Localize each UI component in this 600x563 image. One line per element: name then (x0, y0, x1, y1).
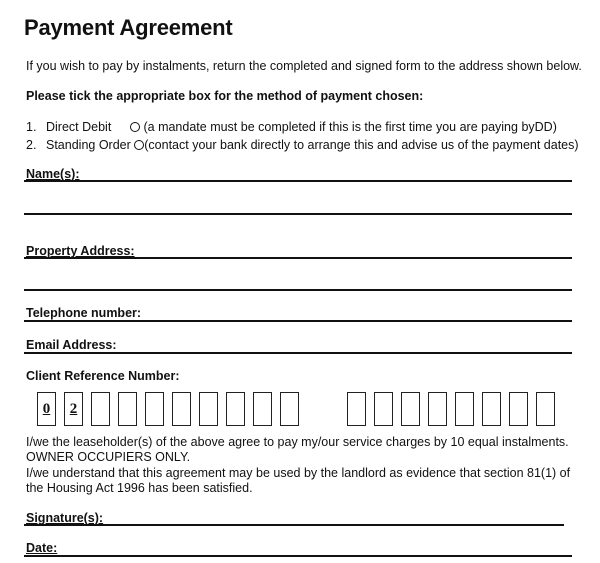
reference-digit-box[interactable] (428, 392, 447, 426)
telephone-label: Telephone number: (26, 306, 142, 320)
date-label: Date: (26, 541, 58, 555)
option-label: Direct Debit (46, 120, 112, 134)
reference-digit-box[interactable] (253, 392, 272, 426)
email-field[interactable] (24, 352, 572, 354)
property-address-field[interactable] (24, 257, 572, 259)
property-address-label: Property Address: (26, 244, 135, 258)
names-field-line-2[interactable] (24, 213, 572, 215)
option-number: 2. (26, 138, 37, 152)
option-number: 1. (26, 120, 37, 134)
reference-digit-box[interactable] (280, 392, 299, 426)
reference-digit-box[interactable] (226, 392, 245, 426)
option-note: (a mandate must be completed if this is the first time you are paying byDD) (143, 120, 557, 134)
client-reference-label: Client Reference Number: (26, 369, 180, 383)
option-label: Standing Order (46, 138, 131, 152)
intro-text: If you wish to pay by instalments, return the completed and signed form to the address shown below. (26, 59, 582, 73)
reference-digit-box[interactable] (118, 392, 137, 426)
payment-option-direct-debit (26, 120, 557, 134)
signature-label: Signature(s): (26, 511, 104, 525)
agreement-line: I/we the leaseholder(s) of the above agree to pay my/our service charges by 10 equal instalments. (26, 435, 569, 449)
tick-instruction: Please tick the appropriate box for the method of payment chosen: (26, 89, 424, 103)
reference-digit-box[interactable]: 0 (37, 392, 56, 426)
telephone-field[interactable] (24, 320, 572, 322)
reference-digit-box[interactable] (401, 392, 420, 426)
page-title: Payment Agreement (24, 15, 233, 40)
names-label: Name(s): (26, 167, 80, 181)
date-field[interactable] (24, 555, 572, 557)
payment-option-standing-order (26, 138, 579, 152)
reference-digit-box[interactable] (172, 392, 191, 426)
names-field[interactable] (24, 180, 572, 182)
agreement-line: I/we understand that this agreement may be used by the landlord as evidence that section 81(1) of (26, 466, 571, 480)
reference-digit-box[interactable] (509, 392, 528, 426)
direct-debit-radio[interactable] (130, 122, 140, 132)
reference-digit-box[interactable] (482, 392, 501, 426)
reference-digit-box[interactable] (145, 392, 164, 426)
agreement-line: OWNER OCCUPIERS ONLY. (26, 450, 191, 464)
agreement-line: the Housing Act 1996 has been satisfied. (26, 481, 253, 495)
email-label: Email Address: (26, 338, 117, 352)
reference-digit-box[interactable] (374, 392, 393, 426)
reference-digit-box[interactable] (91, 392, 110, 426)
standing-order-radio[interactable] (134, 140, 144, 150)
reference-digit-box[interactable] (199, 392, 218, 426)
reference-digit-box[interactable] (455, 392, 474, 426)
option-note: (contact your bank directly to arrange this and advise us of the payment dates) (144, 138, 579, 152)
reference-digit-box[interactable] (347, 392, 366, 426)
property-address-field-line-2[interactable] (24, 289, 572, 291)
reference-digit-box[interactable] (536, 392, 555, 426)
reference-digit-box[interactable]: 2 (64, 392, 83, 426)
signature-field[interactable] (24, 524, 564, 526)
